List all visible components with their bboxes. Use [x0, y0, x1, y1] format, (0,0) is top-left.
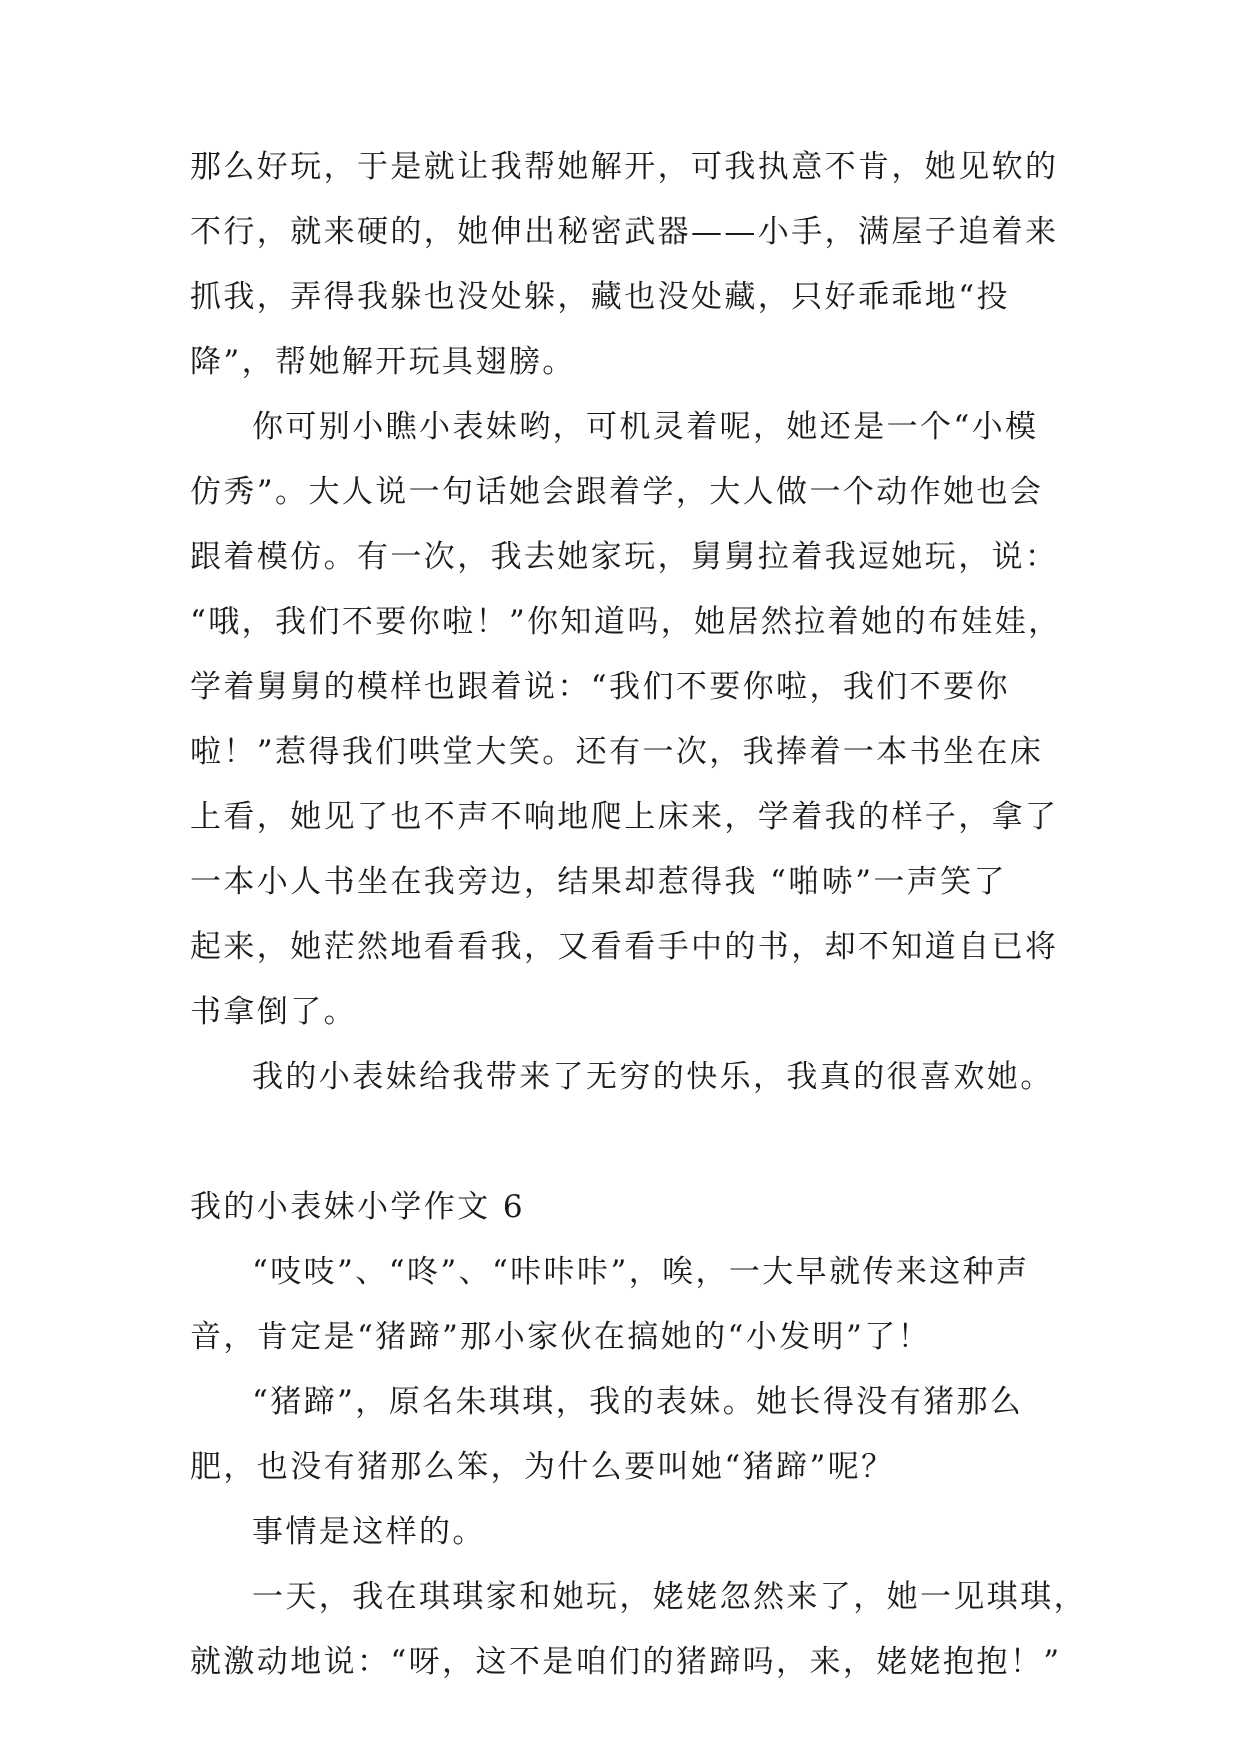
text-line: 书拿倒了。 — [190, 994, 357, 1030]
text-line: 不行，就来硬的，她伸出秘密武器——小手，满屋子追着来 — [190, 214, 1059, 250]
text-line: 仿秀”。大人说一句话她会跟着学，大人做一个动作她也会 — [190, 474, 1044, 510]
text-line: 起来，她茫然地看看我，又看看手中的书，却不知道自已将 — [190, 929, 1059, 965]
text-line: “猪蹄”，原名朱琪琪，我的表妹。她长得没有猪那么 — [252, 1384, 1024, 1420]
section-heading: 我的小表妹小学作文 6 — [190, 1189, 525, 1225]
text-line: 一天，我在琪琪家和她玩，姥姥忽然来了，她一见琪琪， — [252, 1579, 1087, 1615]
text-line: 音，肯定是“猪蹄”那小家伙在搞她的“小发明”了！ — [190, 1319, 931, 1355]
text-line: 抓我，弄得我躲也没处躲，藏也没处藏，只好乖乖地“投 — [190, 279, 1010, 315]
text-line: 肥，也没有猪那么笨，为什么要叫她“猪蹄”呢？ — [190, 1449, 895, 1485]
text-line: 降”，帮她解开玩具翅膀。 — [190, 344, 576, 380]
text-line: “吱吱”、“咚”、“咔咔咔”，唉，一大早就传来这种声 — [252, 1254, 1030, 1290]
text-line: 跟着模仿。有一次，我去她家玩，舅舅拉着我逗她玩，说： — [190, 539, 1059, 575]
text-line: 上看，她见了也不声不响地爬上床来，学着我的样子，拿了 — [190, 799, 1059, 835]
text-line: 你可别小瞧小表妹哟，可机灵着呢，她还是一个“小模 — [252, 409, 1039, 445]
text-line: 我的小表妹给我带来了无穷的快乐，我真的很喜欢她。 — [252, 1059, 1054, 1095]
text-line: 啦！”惹得我们哄堂大笑。还有一次，我捧着一本书坐在床 — [190, 734, 1044, 770]
text-line: 学着舅舅的模样也跟着说：“我们不要你啦，我们不要你 — [190, 669, 1010, 705]
text-line: “哦，我们不要你啦！”你知道吗，她居然拉着她的布娃娃， — [190, 604, 1062, 640]
text-line: 那么好玩，于是就让我帮她解开，可我执意不肯，她见软的 — [190, 149, 1059, 185]
text-line: 一本小人书坐在我旁边，结果却惹得我 “啪哧”一声笑了 — [190, 864, 1007, 900]
text-line: 事情是这样的。 — [252, 1514, 486, 1550]
text-line: 就激动地说：“呀，这不是咱们的猪蹄吗，来，姥姥抱抱！” — [190, 1644, 1062, 1680]
